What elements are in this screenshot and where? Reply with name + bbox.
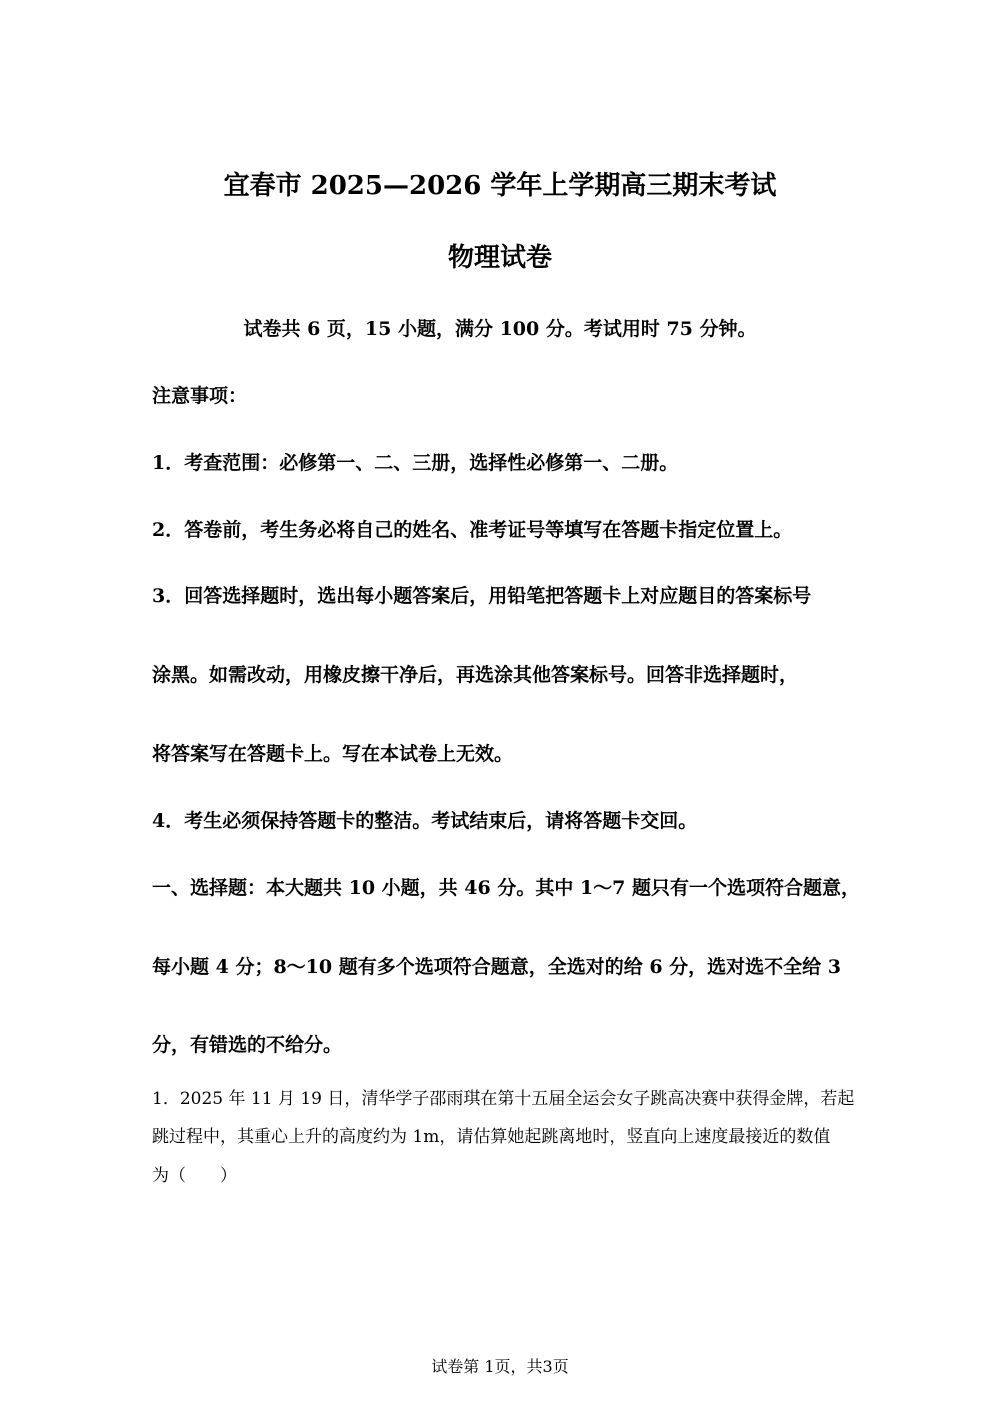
question-1-line-1: 1．2025 年 11 月 19 日，清华学子邵雨琪在第十五届全运会女子跳高决赛中获得金牌，若起 xyxy=(152,1089,855,1109)
note-line-2: 2．答卷前，考生务必将自己的姓名、准考证号等填写在答题卡指定位置上。 xyxy=(152,519,793,541)
paper-subtitle: 物理试卷 xyxy=(447,243,552,273)
question-1-line-3: 为（ ） xyxy=(152,1166,237,1186)
note-line-4: 涂黑。如需改动，用橡皮擦干净后，再选涂其他答案标号。回答非选择题时， xyxy=(152,664,799,686)
note-line-3: 3．回答选择题时，选出每小题答案后，用铅笔把答题卡上对应题目的答案标号 xyxy=(152,585,812,607)
notes-heading: 注意事项： xyxy=(152,385,248,407)
section-heading-line-1: 一、选择题：本大题共 10 小题，共 46 分。其中 1～7 题只有一个选项符合题意， xyxy=(152,877,861,899)
exam-title: 宜春市 2025—2026 学年上学期高三期末考试 xyxy=(223,171,777,201)
section-heading-line-3: 分，有错选的不给分。 xyxy=(152,1034,343,1056)
exam-info: 试卷共 6 页，15 小题，满分 100 分。考试用时 75 分钟。 xyxy=(243,318,757,340)
note-line-6: 4．考生必须保持答题卡的整洁。考试结束后，请将答题卡交回。 xyxy=(152,810,698,832)
page-footer: 试卷第 1页，共3页 xyxy=(431,1357,569,1376)
note-line-1: 1．考查范围：必修第一、二、三册，选择性必修第一、二册。 xyxy=(152,452,679,474)
section-heading-line-2: 每小题 4 分；8～10 题有多个选项符合题意，全选对的给 6 分，选对选不全给 3 xyxy=(152,956,842,978)
question-1-line-2: 跳过程中，其重心上升的高度约为 1m，请估算她起跳离地时，竖直向上速度最接近的数值 xyxy=(152,1127,831,1147)
note-line-5: 将答案写在答题卡上。写在本试卷上无效。 xyxy=(152,743,514,765)
